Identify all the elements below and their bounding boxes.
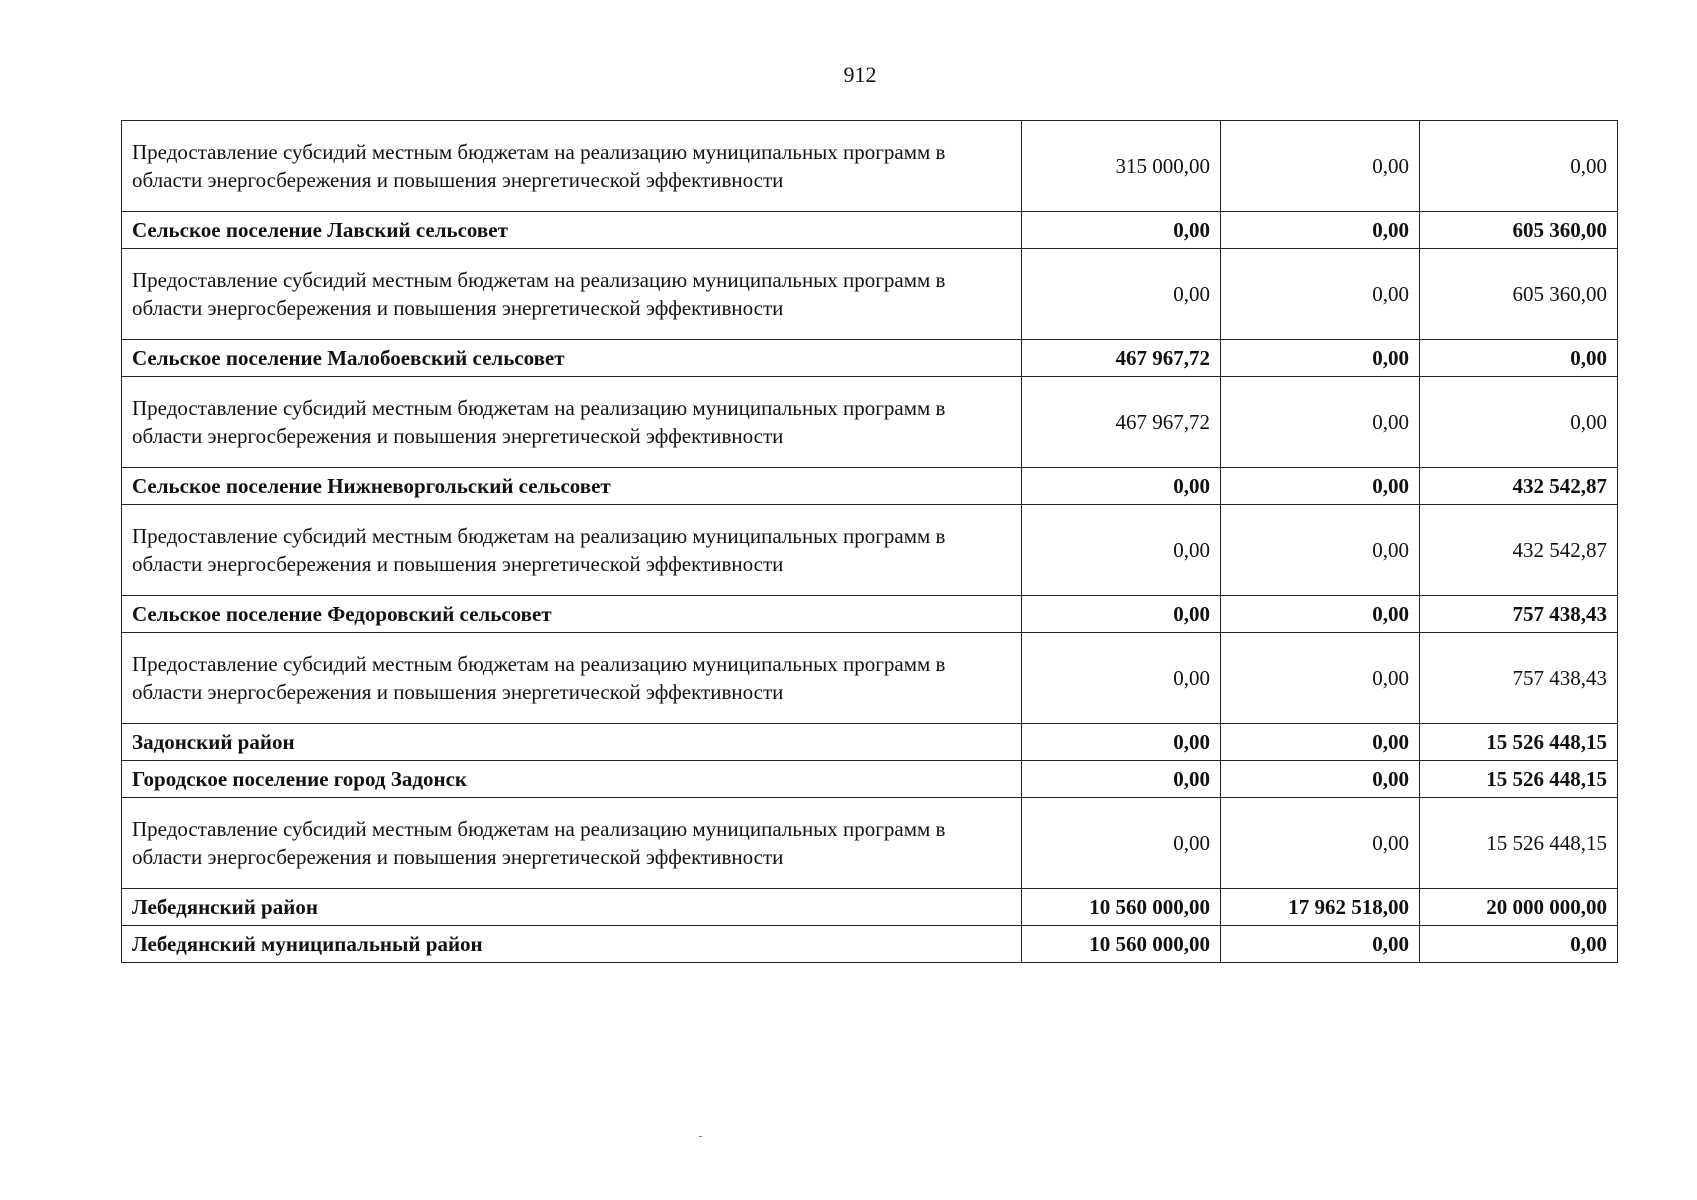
row-name-cell: Предоставление субсидий местным бюджетам на реализацию муниципальных программ в области энергосбережения и повышения энергетической эффективности — [122, 249, 1022, 340]
amount-cell-2: 0,00 — [1221, 212, 1420, 249]
table-row-summary — [122, 724, 1618, 761]
table-row-detail — [122, 798, 1618, 889]
amount-cell-3: 432 542,87 — [1420, 505, 1618, 596]
amount-cell-2: 0,00 — [1221, 505, 1420, 596]
amount-cell-3: 605 360,00 — [1420, 249, 1618, 340]
amount-cell-2: 0,00 — [1221, 798, 1420, 889]
table-row-summary — [122, 761, 1618, 798]
row-name-cell: Предоставление субсидий местным бюджетам на реализацию муниципальных программ в области энергосбережения и повышения энергетической эффективности — [122, 377, 1022, 468]
table-row-detail — [122, 377, 1618, 468]
amount-cell-1: 0,00 — [1022, 798, 1221, 889]
row-name-cell: Сельское поселение Лавский сельсовет — [122, 212, 1022, 249]
row-name-cell: Предоставление субсидий местным бюджетам на реализацию муниципальных программ в области энергосбережения и повышения энергетической эффективности — [122, 798, 1022, 889]
table-row-summary — [122, 596, 1618, 633]
amount-cell-2: 0,00 — [1221, 596, 1420, 633]
amount-cell-3: 757 438,43 — [1420, 596, 1618, 633]
amount-cell-3: 605 360,00 — [1420, 212, 1618, 249]
amount-cell-2: 0,00 — [1221, 468, 1420, 505]
amount-cell-1: 0,00 — [1022, 633, 1221, 724]
amount-cell-3: 20 000 000,00 — [1420, 889, 1618, 926]
amount-cell-2: 0,00 — [1221, 633, 1420, 724]
table-row-summary — [122, 889, 1618, 926]
amount-cell-2: 17 962 518,00 — [1221, 889, 1420, 926]
table-row-summary — [122, 468, 1618, 505]
amount-cell-2: 0,00 — [1221, 249, 1420, 340]
amount-cell-3: 432 542,87 — [1420, 468, 1618, 505]
amount-cell-3: 757 438,43 — [1420, 633, 1618, 724]
amount-cell-2: 0,00 — [1221, 121, 1420, 212]
amount-cell-3: 0,00 — [1420, 340, 1618, 377]
amount-cell-1: 0,00 — [1022, 596, 1221, 633]
amount-cell-1: 467 967,72 — [1022, 377, 1221, 468]
amount-cell-3: 15 526 448,15 — [1420, 724, 1618, 761]
row-name-cell: Предоставление субсидий местным бюджетам на реализацию муниципальных программ в области энергосбережения и повышения энергетической эффективности — [122, 121, 1022, 212]
amount-cell-1: 10 560 000,00 — [1022, 926, 1221, 963]
budget-table — [121, 120, 1618, 963]
amount-cell-2: 0,00 — [1221, 926, 1420, 963]
table-row-summary — [122, 212, 1618, 249]
amount-cell-1: 0,00 — [1022, 249, 1221, 340]
row-name-cell: Сельское поселение Федоровский сельсовет — [122, 596, 1022, 633]
amount-cell-3: 15 526 448,15 — [1420, 761, 1618, 798]
row-name-cell: Городское поселение город Задонск — [122, 761, 1022, 798]
amount-cell-2: 0,00 — [1221, 377, 1420, 468]
row-name-cell: Задонский район — [122, 724, 1022, 761]
amount-cell-3: 0,00 — [1420, 377, 1618, 468]
table-row-detail — [122, 505, 1618, 596]
table-row-detail — [122, 633, 1618, 724]
table-row-summary — [122, 340, 1618, 377]
table-row-detail — [122, 249, 1618, 340]
amount-cell-3: 15 526 448,15 — [1420, 798, 1618, 889]
table-row-summary — [122, 926, 1618, 963]
table-row-detail — [122, 121, 1618, 212]
row-name-cell: Лебедянский район — [122, 889, 1022, 926]
amount-cell-1: 467 967,72 — [1022, 340, 1221, 377]
amount-cell-2: 0,00 — [1221, 761, 1420, 798]
row-name-cell: Предоставление субсидий местным бюджетам на реализацию муниципальных программ в области энергосбережения и повышения энергетической эффективности — [122, 505, 1022, 596]
amount-cell-1: 0,00 — [1022, 212, 1221, 249]
amount-cell-1: 315 000,00 — [1022, 121, 1221, 212]
amount-cell-2: 0,00 — [1221, 724, 1420, 761]
amount-cell-1: 0,00 — [1022, 468, 1221, 505]
amount-cell-3: 0,00 — [1420, 926, 1618, 963]
amount-cell-1: 10 560 000,00 — [1022, 889, 1221, 926]
amount-cell-1: 0,00 — [1022, 505, 1221, 596]
row-name-cell: Предоставление субсидий местным бюджетам на реализацию муниципальных программ в области энергосбережения и повышения энергетической эффективности — [122, 633, 1022, 724]
row-name-cell: Лебедянский муниципальный район — [122, 926, 1022, 963]
row-name-cell: Сельское поселение Малобоевский сельсовет — [122, 340, 1022, 377]
scan-speck — [699, 1136, 702, 1137]
amount-cell-3: 0,00 — [1420, 121, 1618, 212]
page-number: 912 — [843, 62, 877, 87]
row-name-cell: Сельское поселение Нижневоргольский сельсовет — [122, 468, 1022, 505]
amount-cell-2: 0,00 — [1221, 340, 1420, 377]
amount-cell-1: 0,00 — [1022, 724, 1221, 761]
amount-cell-1: 0,00 — [1022, 761, 1221, 798]
